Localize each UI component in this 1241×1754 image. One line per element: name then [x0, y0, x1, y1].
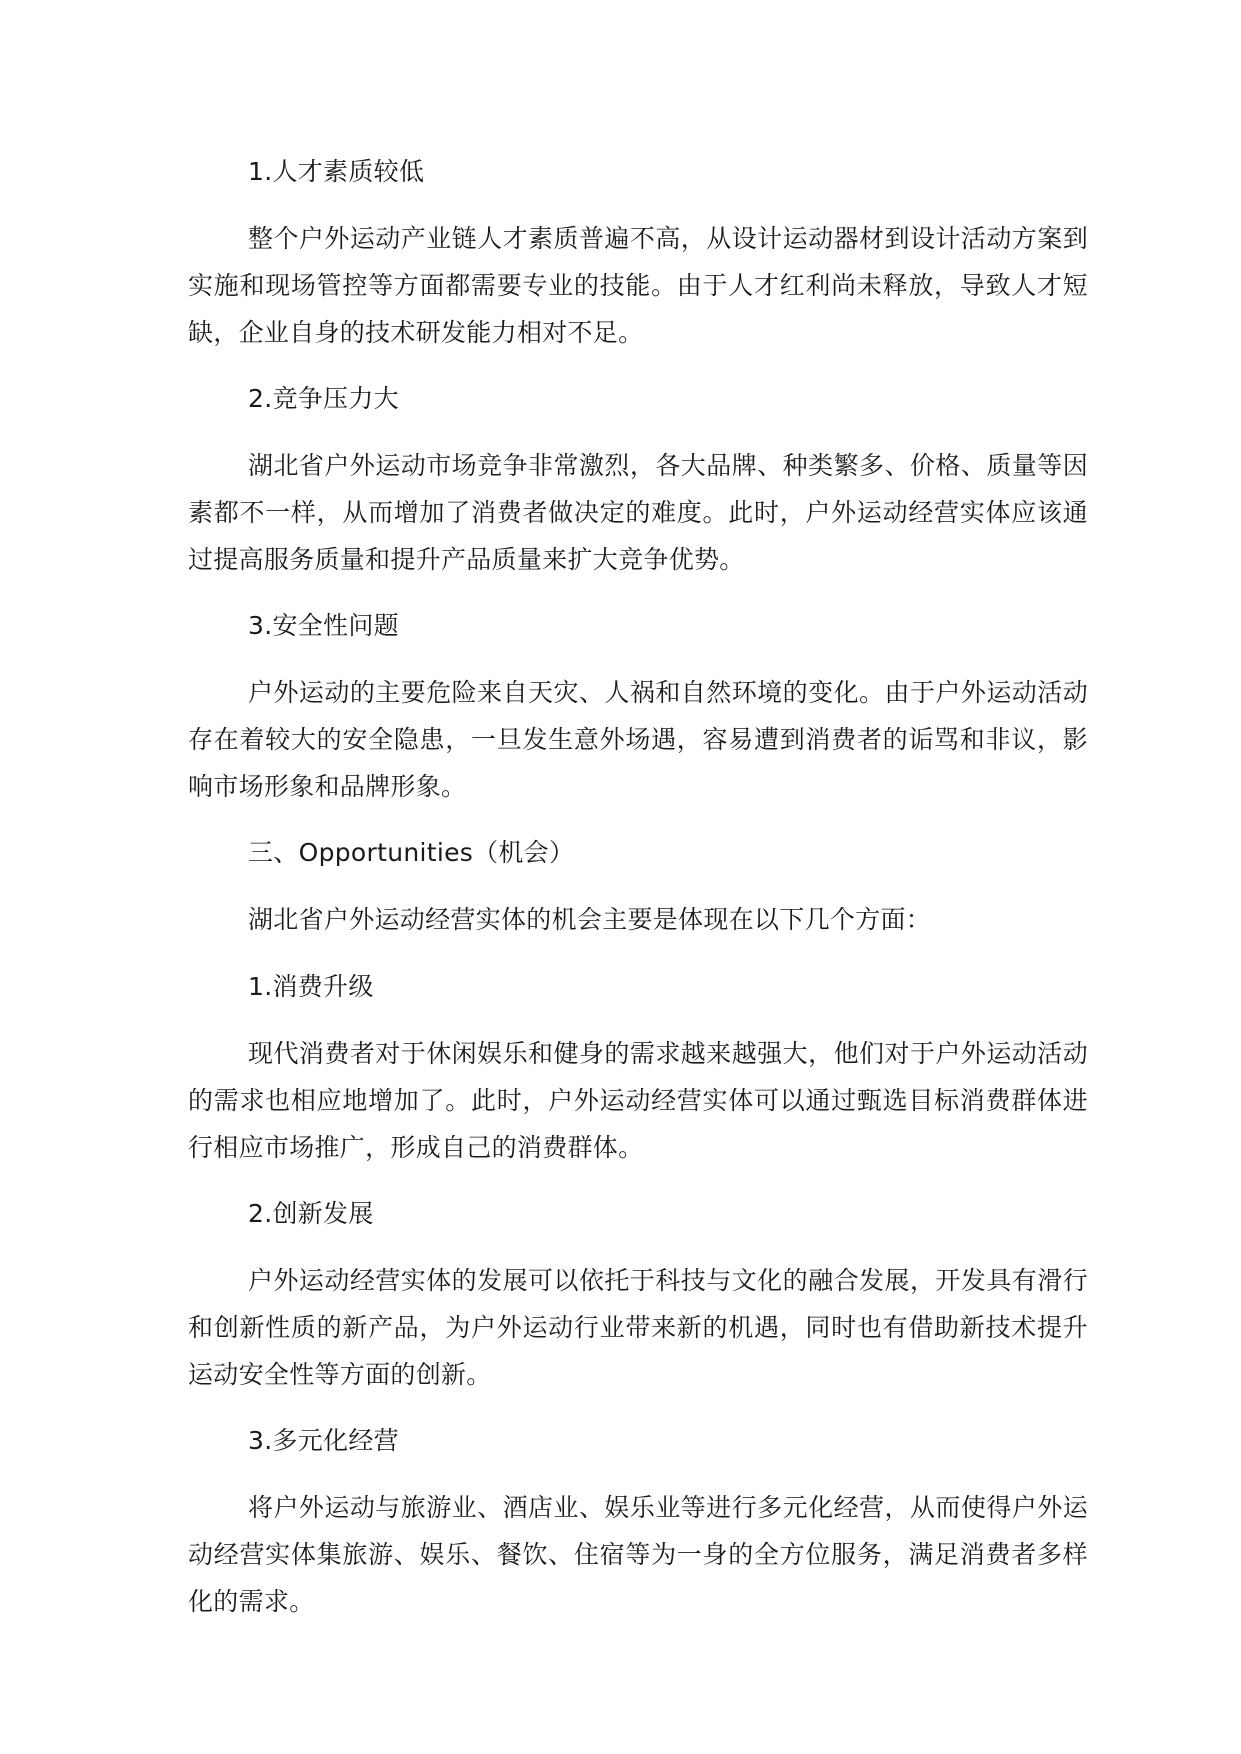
section-heading: 1.人才素质较低 — [248, 157, 425, 186]
intro-paragraph: 湖北省户外运动经营实体的机会主要是体现在以下几个方面： — [248, 905, 932, 934]
section-heading: 3.安全性问题 — [248, 611, 399, 640]
section-heading: 2.竞争压力大 — [248, 384, 399, 413]
body-paragraph: 湖北省户外运动市场竞争非常激烈，各大品牌、种类繁多、价格、质量等因素都不一样，从而增加了消费者做决定的难度。此时，户外运动经营实体应该通过提高服务质量和提升产品质量来扩大竞争优势。 — [188, 451, 1088, 574]
section-heading: 2.创新发展 — [248, 1199, 374, 1228]
section-heading: 1.消费升级 — [248, 972, 374, 1001]
section-heading: 3.多元化经营 — [248, 1426, 399, 1455]
body-paragraph: 将户外运动与旅游业、酒店业、娱乐业等进行多元化经营，从而使得户外运动经营实体集旅游、娱乐、餐饮、住宿等为一身的全方位服务，满足消费者多样化的需求。 — [188, 1493, 1088, 1616]
document-body — [188, 148, 1088, 1644]
body-paragraph: 整个户外运动产业链人才素质普遍不高，从设计运动器材到设计活动方案到实施和现场管控等方面都需要专业的技能。由于人才红利尚未释放，导致人才短缺，企业自身的技术研发能力相对不足。 — [188, 224, 1088, 347]
body-paragraph: 户外运动的主要危险来自天灾、人祸和自然环境的变化。由于户外运动活动存在着较大的安全隐患，一旦发生意外场遇，容易遭到消费者的诟骂和非议，影响市场形象和品牌形象。 — [188, 678, 1088, 801]
chapter-heading: 三、Opportunities（机会） — [248, 838, 575, 867]
body-paragraph: 现代消费者对于休闲娱乐和健身的需求越来越强大，他们对于户外运动活动的需求也相应地增加了。此时，户外运动经营实体可以通过甄选目标消费群体进行相应市场推广，形成自己的消费群体。 — [188, 1039, 1088, 1162]
body-paragraph: 户外运动经营实体的发展可以依托于科技与文化的融合发展，开发具有滑行和创新性质的新产品，为户外运动行业带来新的机遇，同时也有借助新技术提升运动安全性等方面的创新。 — [188, 1266, 1088, 1389]
